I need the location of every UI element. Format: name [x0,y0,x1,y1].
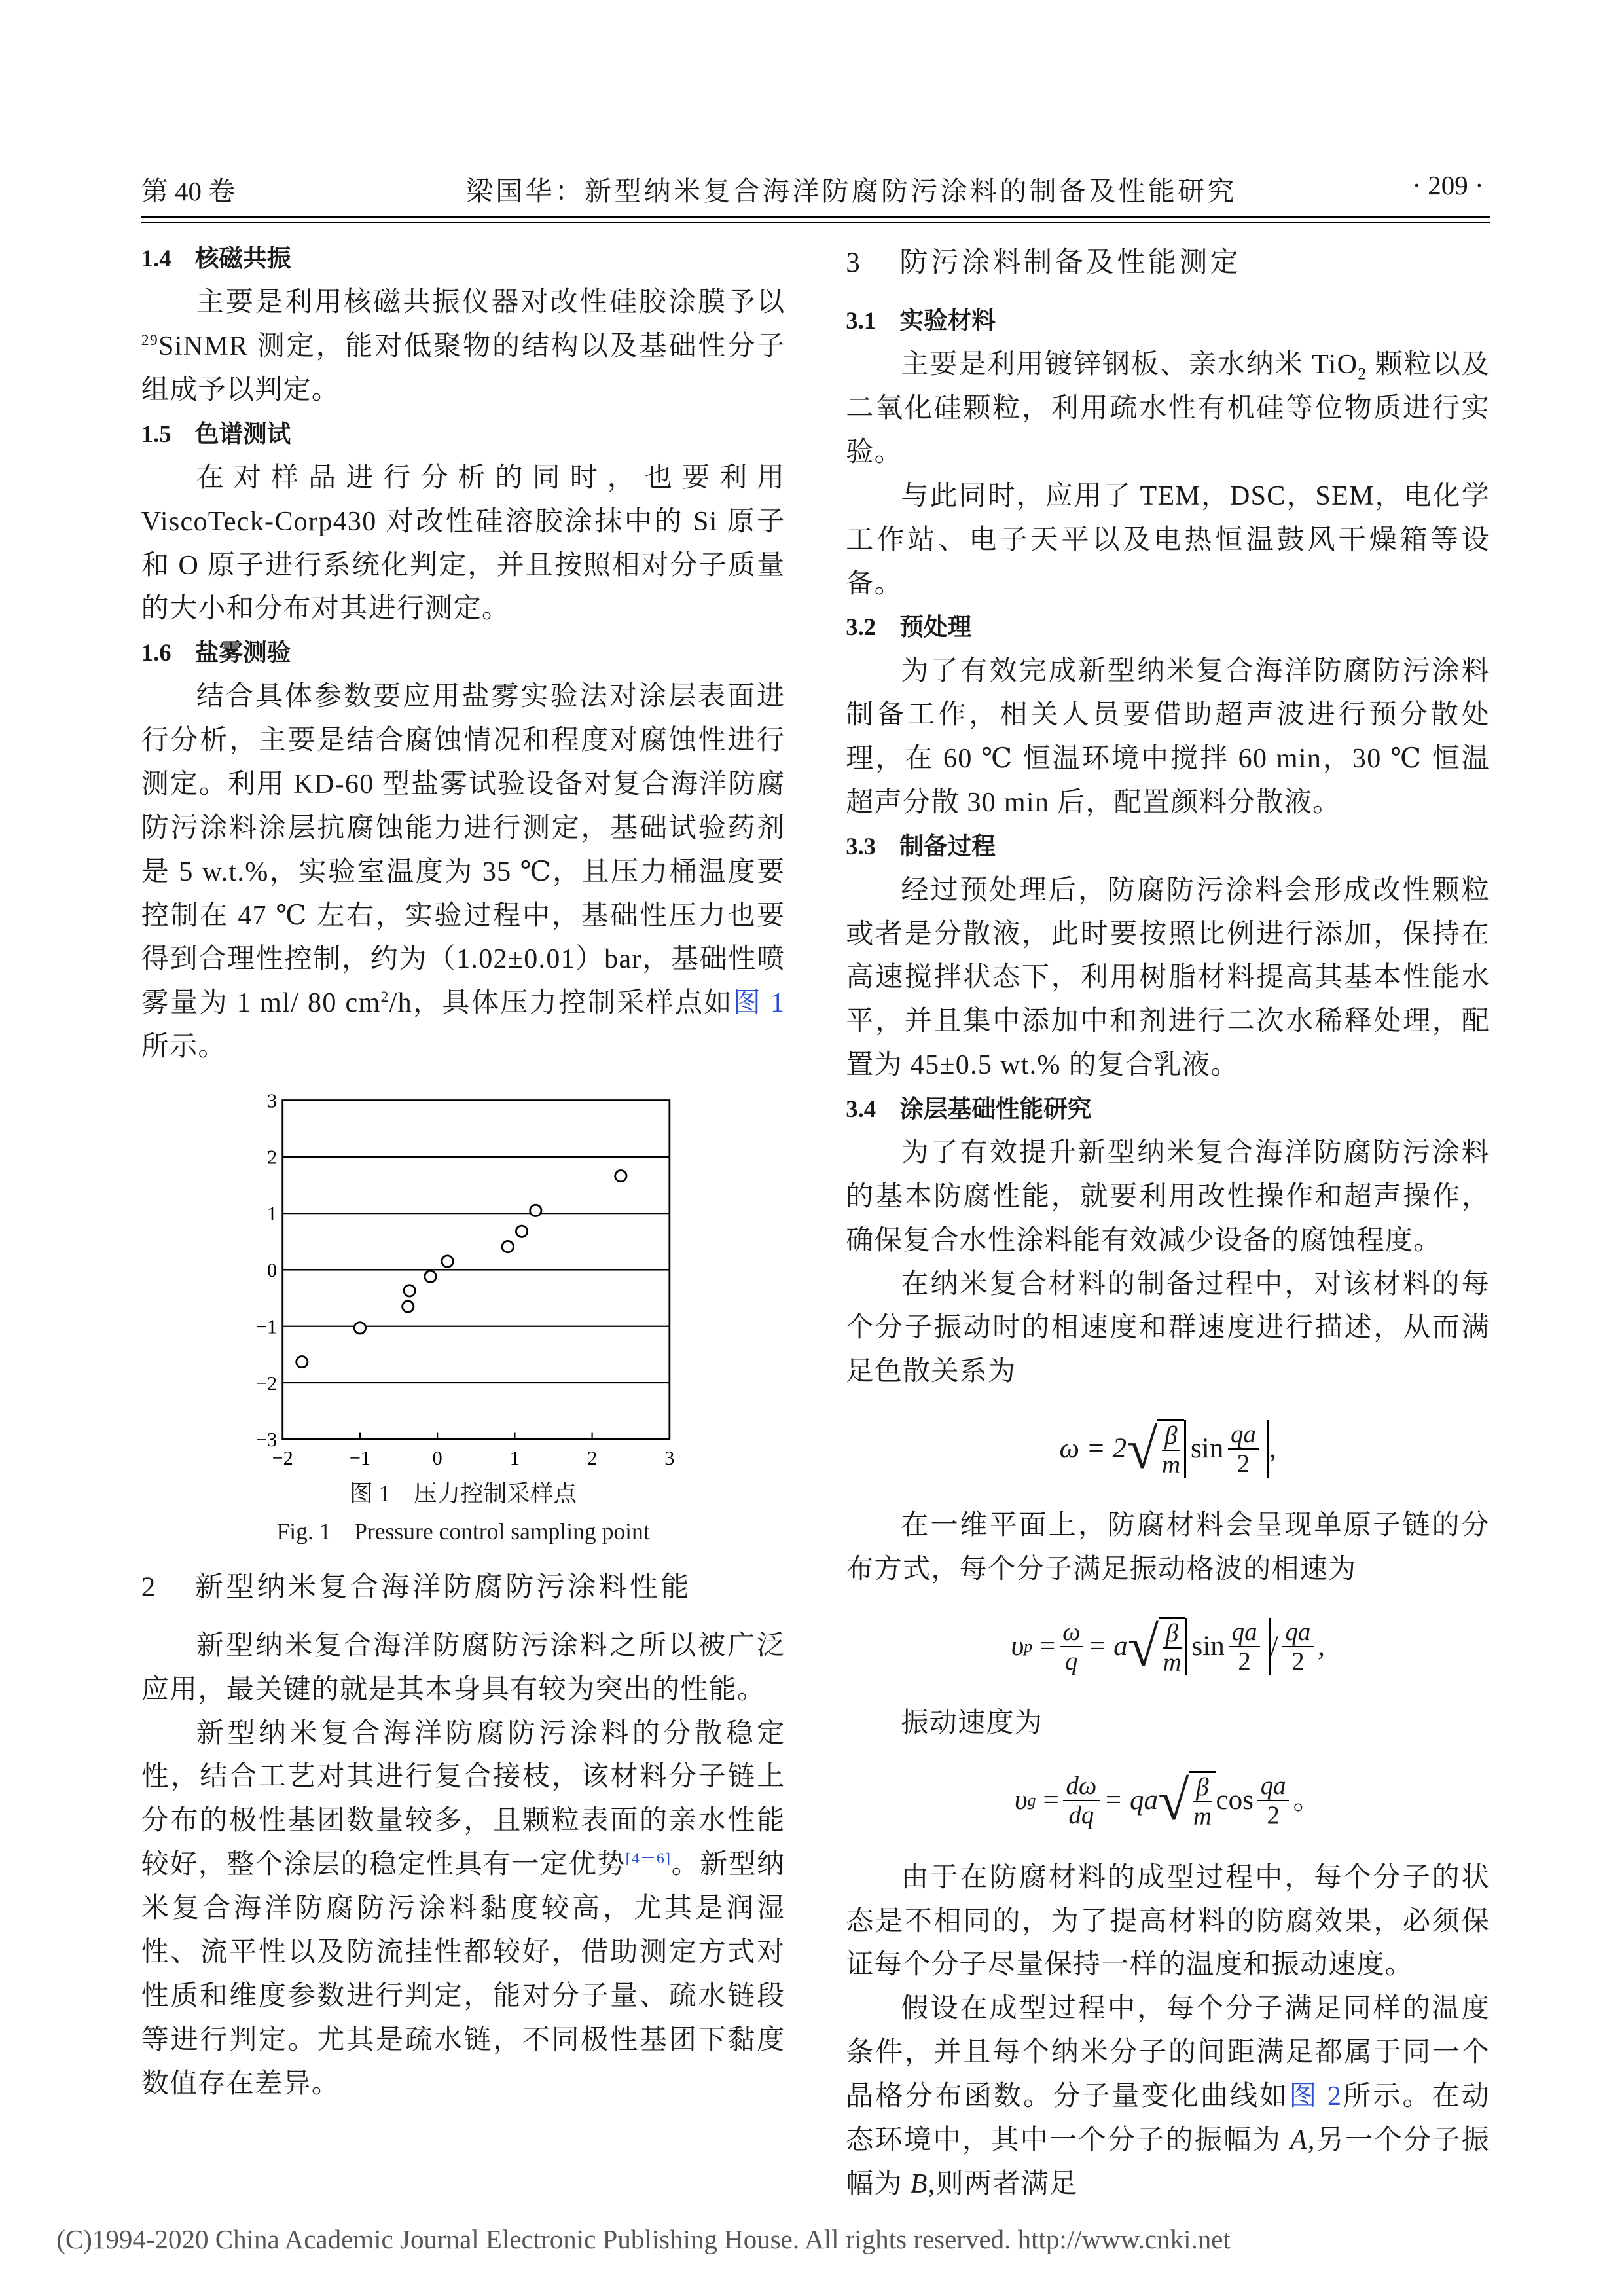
x-tick-label: 0 [432,1447,442,1470]
equation-phase-velocity: υ p = $\frac{\omega}{q}$ = a √ $\frac{\beta}{m}$ sin $\frac{qa}{2}$ / $\frac{qa}{2}$ , [1011,1615,1325,1679]
volume-label: 第 40 卷 [141,175,236,206]
citation-link[interactable]: [4－6] [625,1850,672,1868]
y-tick-label: −3 [255,1429,277,1452]
x-tick-label: −1 [349,1447,370,1470]
section-heading-3-2: 3.2 预处理 [846,613,972,641]
two-column-body [141,226,1490,2206]
section-heading-1-5: 1.5 色谱测试 [141,420,291,447]
paragraph: 为了有效提升新型纳米复合海洋防腐防污涂料的基本防腐性能，就要利用改性操作和超声操作，确保复合水性涂料能有效减少设备的腐蚀程度。 [846,1137,1490,1256]
x-tick-label: −2 [272,1447,293,1470]
data-point [402,1301,413,1312]
data-point [442,1256,453,1267]
running-title: 梁国华：新型纳米复合海洋防腐防污涂料的制备及性能研究 [465,175,1237,206]
y-tick-label: 1 [266,1202,277,1225]
section-heading-3: 3 防污涂料制备及性能测定 [846,247,1242,278]
paragraph: 新型纳米复合海洋防腐防污涂料之所以被广泛应用，最关键的就是其本身具有较为突出的性能。 [141,1630,785,1705]
equation-dispersion: ω = 2 √ $\frac{\beta}{m}$ sin $\frac{qa}{2}$ , [1059,1417,1276,1481]
header-rule [141,216,1490,218]
copyright-footer: (C)1994-2020 China Academic Journal Electronic Publishing House. All rights reserved. http://www.cnki.net [56,2223,1231,2254]
section-heading-1-6: 1.6 盐雾测验 [141,639,291,667]
equation-group-velocity: υ g = $\frac{d\omega}{dq}$ = qa √ $\frac{\beta}{m}$ cos $\frac{qa}{2}$ 。 [1014,1769,1322,1833]
data-point [296,1356,307,1367]
section-heading-3-3: 3.3 制备过程 [846,832,996,860]
y-tick-label: 2 [266,1146,277,1169]
header-rule-thin [141,222,1490,223]
data-point [502,1241,513,1252]
paragraph: 结合具体参数要应用盐雾实验法对涂层表面进行分析，主要是结合腐蚀情况和程度对腐蚀性进行测定。利用 KD-60 型盐雾试验设备对复合海洋防腐防污涂料涂层抗腐蚀能力进行测定，基础试验药剂是 5 w.t.%，实验室温度为 35 ℃，且压力桶温度要控制在 47 ℃ 左右，实验过程中，基础性压力也要得到合理性控制，约为（1.02±0.01）bar，基础性喷雾量为 1 ml/ 80 $cm^2/h$，具体压力控制采样点如图 1所示。 [141,682,785,1063]
paragraph: 在纳米复合材料的制备过程中，对该材料的每个分子振动时的相速度和群速度进行描述，从而满足色散关系为 [846,1269,1490,1387]
paragraph: 在对样品进行分析的同时，也要利用 ViscoTeck-Corp430 对改性硅溶胶涂抹中的 Si 原子和 O 原子进行系统化判定，并且按照相对分子质量的大小和分布对其进行测定。 [141,462,785,625]
paragraph: 为了有效完成新型纳米复合海洋防腐防污涂料制备工作，相关人员要借助超声波进行预分散处理，在 60 ℃ 恒温环境中搅拌 60 min，30 ℃ 恒温超声分散 30 min 后，配置颜料分散液。 [846,656,1490,818]
left-column [141,226,785,2106]
paragraph: 新型纳米复合海洋防腐防污涂料的分散稳定性，结合工艺对其进行复合接枝，该材料分子链上分布的极性基团数量较多，且颗粒表面的亲水性能较好，整个涂层的稳定性具有一定优势[4－6]。新型纳米复合海洋防腐防污涂料黏度较高，尤其是润湿性、流平性以及防流挂性都较好，借助测定方式对性质和维度参数进行判定，能对分子量、疏水链段等进行判定。尤其是疏水链，不同极性基团下黏度数值存在差异。 [141,1718,785,2099]
paragraph: 在一维平面上，防腐材料会呈现单原子链的分布方式，每个分子满足振动格波的相速为 [846,1510,1490,1585]
paragraph: 由于在防腐材料的成型过程中，每个分子的状态是不相同的，为了提高材料的防腐效果，必须保证每个分子尽量保持一样的温度和振动速度。 [846,1862,1490,1981]
figure-1 [141,1086,785,1551]
paragraph: 振动速度为 [901,1708,1043,1739]
data-point [354,1323,365,1334]
figure-caption-en: Fig. 1 Pressure control sampling point [276,1518,650,1545]
data-point [404,1285,415,1296]
data-point [615,1171,626,1182]
paragraph: 经过预处理后，防腐防污涂料会形成改性颗粒或者是分散液，此时要按照比例进行添加，保持在高速搅拌状态下，利用树脂材料提高其基本性能水平，并且集中添加中和剂进行二次水稀释处理，配置为 45±0.5 wt.% 的复合乳液。 [846,875,1490,1081]
x-tick-label: 2 [586,1447,597,1470]
right-column [846,226,1490,2206]
y-tick-label: −1 [255,1315,277,1338]
y-tick-label: 3 [266,1089,277,1112]
section-heading-2: 2 新型纳米复合海洋防腐防污涂料性能 [141,1572,692,1603]
y-tick-label: 0 [266,1259,277,1282]
paragraph: 主要是利用镀锌钢板、亲水纳米 TiO$_2$ 颗粒以及二氧化硅颗粒，利用疏水性有机硅等位物质进行实验。 [846,350,1490,467]
data-point [530,1205,541,1216]
scatter-chart [240,1086,692,1474]
paragraph: 主要是利用核磁共振仪器对改性硅胶涂膜予以$^{29}$SiNMR 测定，能对低聚物的结构以及基础性分子组成予以判定。 [141,287,785,406]
paragraph: 与此同时，应用了 TEM，DSC，SEM，电化学工作站、电子天平以及电热恒温鼓风干燥箱等设备。 [846,481,1490,599]
paragraph: 假设在成型过程中，每个分子满足同样的温度条件，并且每个纳米分子的间距满足都属于同一个晶格分布函数。分子量变化曲线如图 2所示。在动态环境中，其中一个分子的振幅为 A,另一个分子振幅为 B,则两者满足 [846,1994,1490,2199]
section-heading-3-4: 3.4 涂层基础性能研究 [846,1095,1092,1123]
page-header [0,0,1624,226]
data-point [425,1271,436,1282]
figure-1-link[interactable]: 图 1 [732,988,785,1019]
page-number: · 209 · [1412,170,1484,200]
data-point [516,1226,527,1237]
section-heading-3-1: 3.1 实验材料 [846,307,996,335]
x-tick-label: 1 [509,1447,520,1470]
x-tick-label: 3 [664,1447,675,1470]
figure-2-link[interactable]: 图 2 [1289,2081,1343,2111]
y-tick-label: −2 [255,1372,277,1395]
figure-caption-cn: 图 1 压力控制采样点 [350,1480,577,1507]
section-heading-1-4: 1.4 核磁共振 [141,245,291,272]
